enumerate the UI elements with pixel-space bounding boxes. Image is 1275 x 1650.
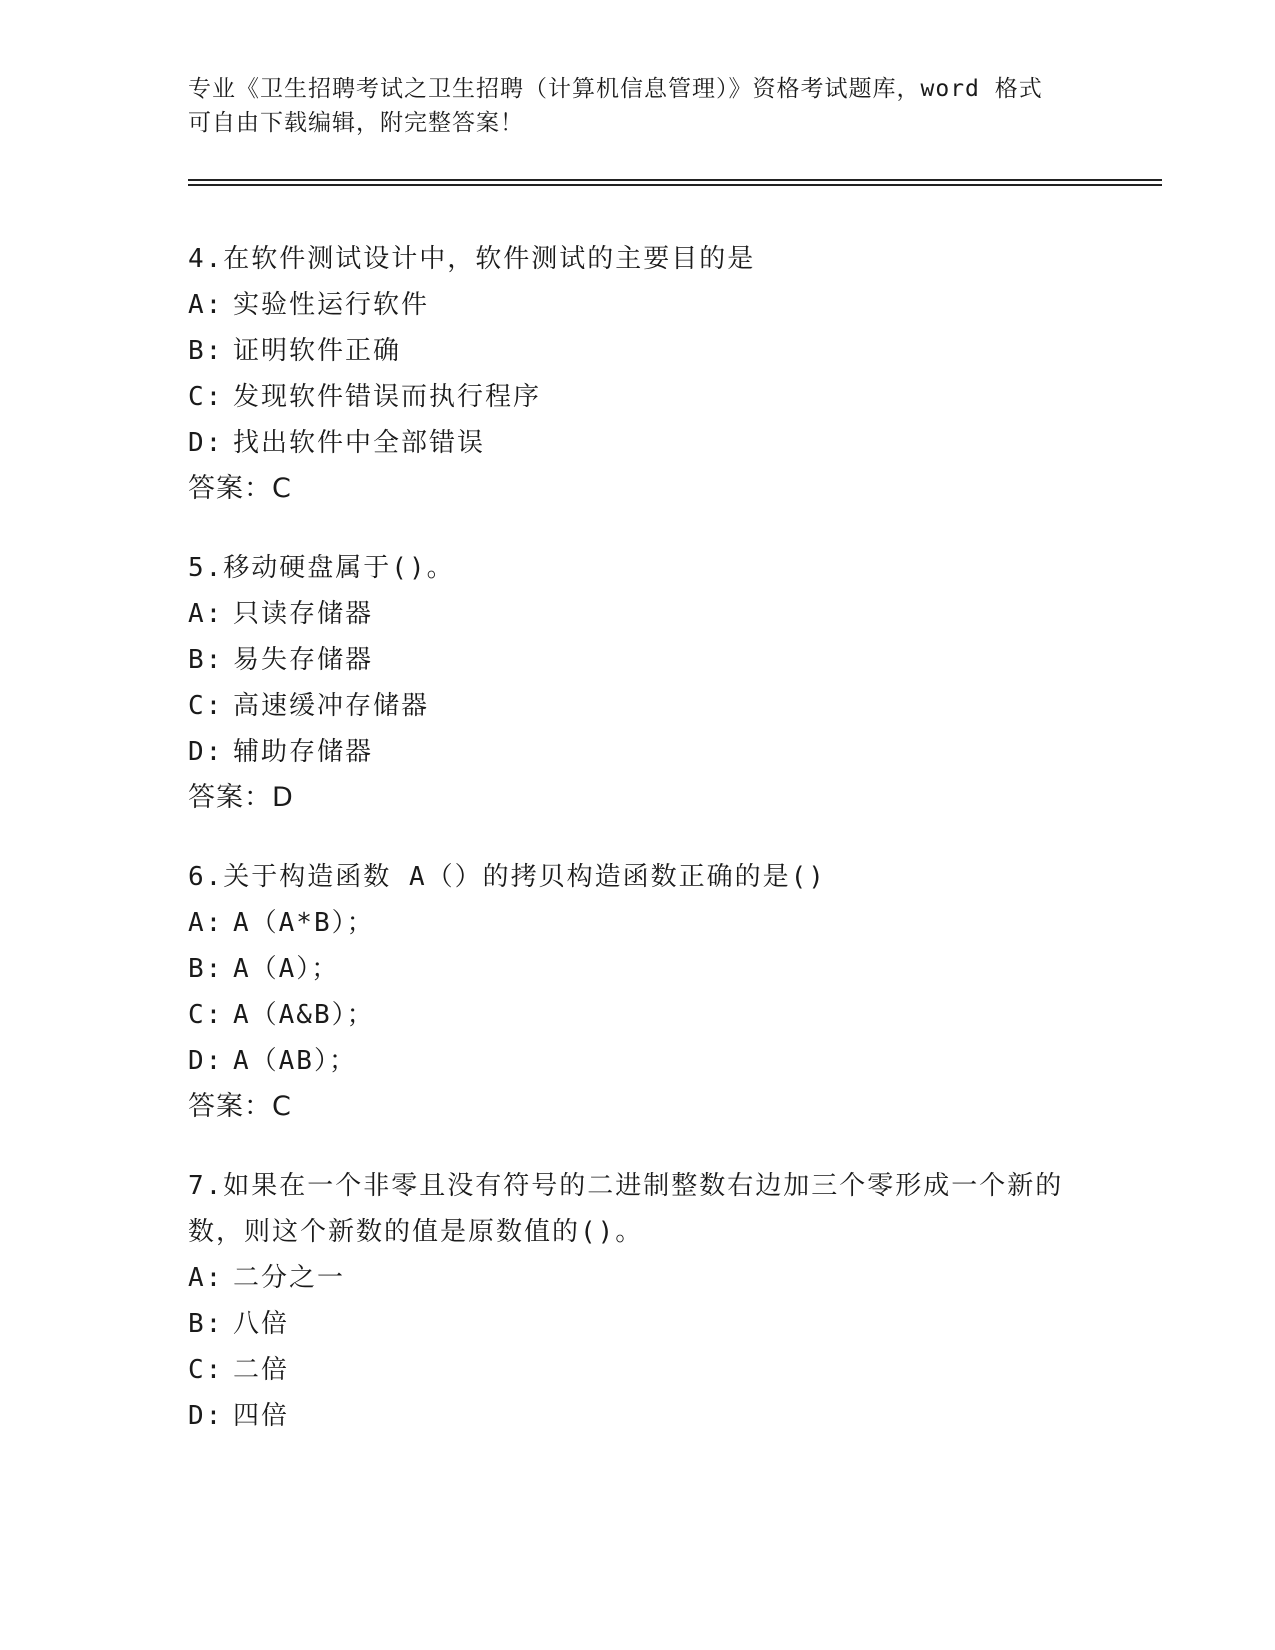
option-a [188, 282, 1088, 328]
option-letter: B: [188, 954, 224, 984]
option-text: 实验性运行软件 [233, 290, 430, 320]
header-divider-bottom [188, 184, 1162, 186]
option-d [188, 420, 1088, 466]
option-letter: A: [188, 599, 224, 629]
option-text: 辅助存储器 [233, 737, 374, 767]
option-text: 证明软件正确 [233, 336, 402, 366]
option-text: 易失存储器 [233, 645, 374, 675]
option-text: 二分之一 [233, 1263, 346, 1293]
option-text: A（AB）； [233, 1046, 357, 1076]
question-stem: 5.移动硬盘属于()。 [188, 553, 455, 583]
option-d [188, 1393, 1088, 1439]
option-b [188, 946, 1088, 992]
question-list [188, 236, 1088, 1472]
option-c [188, 1347, 1088, 1393]
option-text: 高速缓冲存储器 [233, 691, 430, 721]
option-letter: A: [188, 290, 224, 320]
option-b [188, 637, 1088, 683]
option-c [188, 683, 1088, 729]
option-text: 发现软件错误而执行程序 [233, 382, 542, 412]
question-6 [188, 854, 1088, 1130]
option-a [188, 1255, 1088, 1301]
option-d [188, 729, 1088, 775]
option-a [188, 900, 1088, 946]
answer-line: 答案：D [188, 782, 294, 813]
option-text: A（A&B）； [233, 1000, 375, 1030]
answer-line: 答案：C [188, 473, 292, 504]
question-5 [188, 545, 1088, 821]
option-text: 二倍 [233, 1355, 290, 1385]
header-divider-top [188, 179, 1162, 181]
question-stem: 7.如果在一个非零且没有符号的二进制整数右边加三个零形成一个新的数，则这个新数的值是原数值的()。 [188, 1171, 1064, 1247]
option-letter: A: [188, 908, 224, 938]
option-a [188, 591, 1088, 637]
answer-line: 答案：C [188, 1091, 292, 1122]
option-letter: D: [188, 1046, 224, 1076]
option-letter: D: [188, 428, 224, 458]
option-text: 四倍 [233, 1401, 290, 1431]
question-7 [188, 1163, 1088, 1439]
header-line-1: 专业《卫生招聘考试之卫生招聘（计算机信息管理）》资格考试题库，word 格式 [188, 76, 1043, 102]
option-text: A（A*B）； [233, 908, 375, 938]
option-text: 只读存储器 [233, 599, 374, 629]
question-4 [188, 236, 1088, 512]
option-b [188, 328, 1088, 374]
option-letter: A: [188, 1263, 224, 1293]
document-header [188, 72, 1088, 140]
option-text: 八倍 [233, 1309, 290, 1339]
option-letter: C: [188, 1000, 224, 1030]
option-text: A（A）； [233, 954, 340, 984]
option-c [188, 374, 1088, 420]
option-letter: B: [188, 645, 224, 675]
option-b [188, 1301, 1088, 1347]
option-letter: C: [188, 691, 224, 721]
option-c [188, 992, 1088, 1038]
option-d [188, 1038, 1088, 1084]
option-letter: D: [188, 1401, 224, 1431]
option-letter: D: [188, 737, 224, 767]
option-letter: C: [188, 1355, 224, 1385]
question-stem: 6.关于构造函数 A（）的拷贝构造函数正确的是() [188, 862, 826, 892]
question-stem: 4.在软件测试设计中，软件测试的主要目的是 [188, 244, 756, 274]
option-letter: B: [188, 336, 224, 366]
option-letter: C: [188, 382, 224, 412]
option-letter: B: [188, 1309, 224, 1339]
option-text: 找出软件中全部错误 [233, 428, 486, 458]
header-line-2: 可自由下载编辑，附完整答案！ [188, 110, 524, 136]
